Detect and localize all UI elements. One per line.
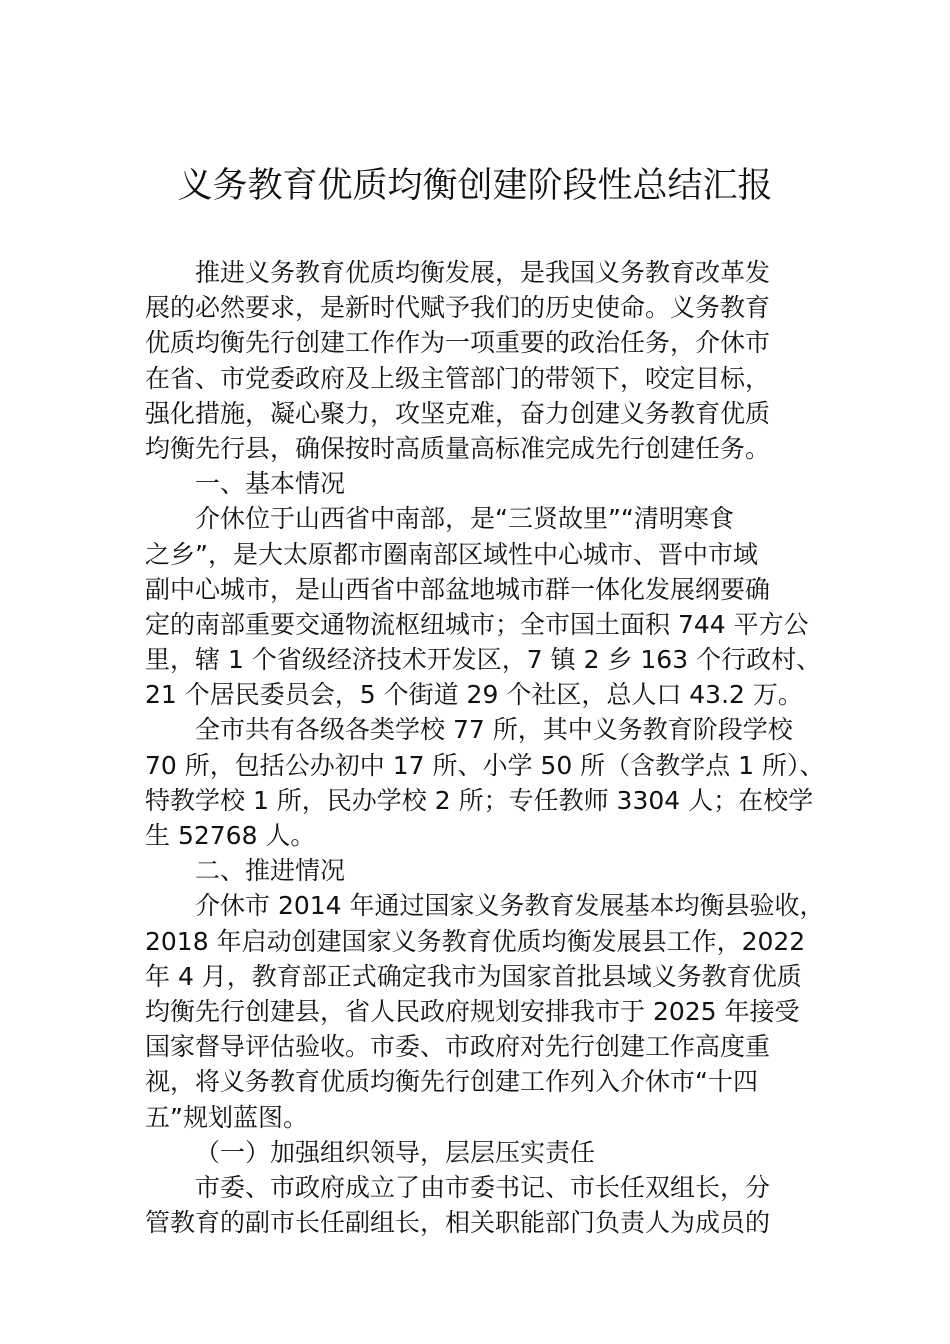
text-line: 推进义务教育优质均衡发展，是我国义务教育改革发 [195,258,771,287]
text-line: 均衡先行创建县，省人民政府规划安排我市于 2025 年接受 [145,996,800,1026]
text-line: 特教学校 1 所，民办学校 2 所；专任教师 3304 人；在校学 [145,785,814,815]
text-line: 生 52768 人。 [145,821,316,850]
text-line: 70 所，包括公办初中 17 所、小学 50 所（含教学点 1 所）、 [145,750,825,780]
text-line: 2018 年启动创建国家义务教育优质均衡发展县工作，2022 [145,926,806,956]
text-line: 视，将义务教育优质均衡先行创建工作列入介休市“十四 [145,1067,758,1097]
text-line: 介休市 2014 年通过国家义务教育发展基本均衡县验收， [195,891,825,921]
text-line: 一、基本情况 [195,469,346,499]
text-line: 二、推进情况 [195,856,346,886]
text-line: 副中心城市，是山西省中部盆地城市群一体化发展纲要确 [145,574,771,604]
document-body [145,255,825,1240]
text-line: 国家督导评估验收。市委、市政府对先行创建工作高度重 [145,1032,771,1062]
text-line: 在省、市党委政府及上级主管部门的带领下，咬定目标， [145,363,771,393]
text-line: （一）加强组织领导，层层压实责任 [195,1137,596,1167]
text-line: 21 个居民委员会，5 个街道 29 个社区，总人口 43.2 万。 [145,680,803,710]
text-line: 展的必然要求，是新时代赋予我们的历史使命。义务教育 [145,293,771,323]
text-line: 之乡”，是大太原都市圈南部区域性中心城市、晋中市域 [145,539,758,569]
text-line: 均衡先行县，确保按时高质量高标准完成先行创建任务。 [145,433,771,463]
document-title: 义务教育优质均衡创建阶段性总结汇报 [177,166,773,206]
text-line: 管教育的副市长任副组长，相关职能部门负责人为成员的 [145,1208,771,1238]
text-line: 全市共有各级各类学校 77 所，其中义务教育阶段学校 [195,715,793,745]
text-line: 市委、市政府成立了由市委书记、市长任双组长，分 [195,1172,771,1202]
text-line: 强化措施，凝心聚力，攻坚克难，奋力创建义务教育优质 [145,398,771,428]
text-line: 年 4 月，教育部正式确定我市为国家首批县域义务教育优质 [145,961,802,991]
text-line: 里，辖 1 个省级经济技术开发区，7 镇 2 乡 163 个行政村、 [145,645,822,675]
text-line: 介休位于山西省中南部，是“三贤故里”“清明寒食 [195,504,734,534]
text-line: 定的南部重要交通物流枢纽城市；全市国土面积 744 平方公 [145,609,809,639]
text-line: 优质均衡先行创建工作作为一项重要的政治任务，介休市 [145,328,771,358]
text-line: 五”规划蓝图。 [145,1102,308,1132]
